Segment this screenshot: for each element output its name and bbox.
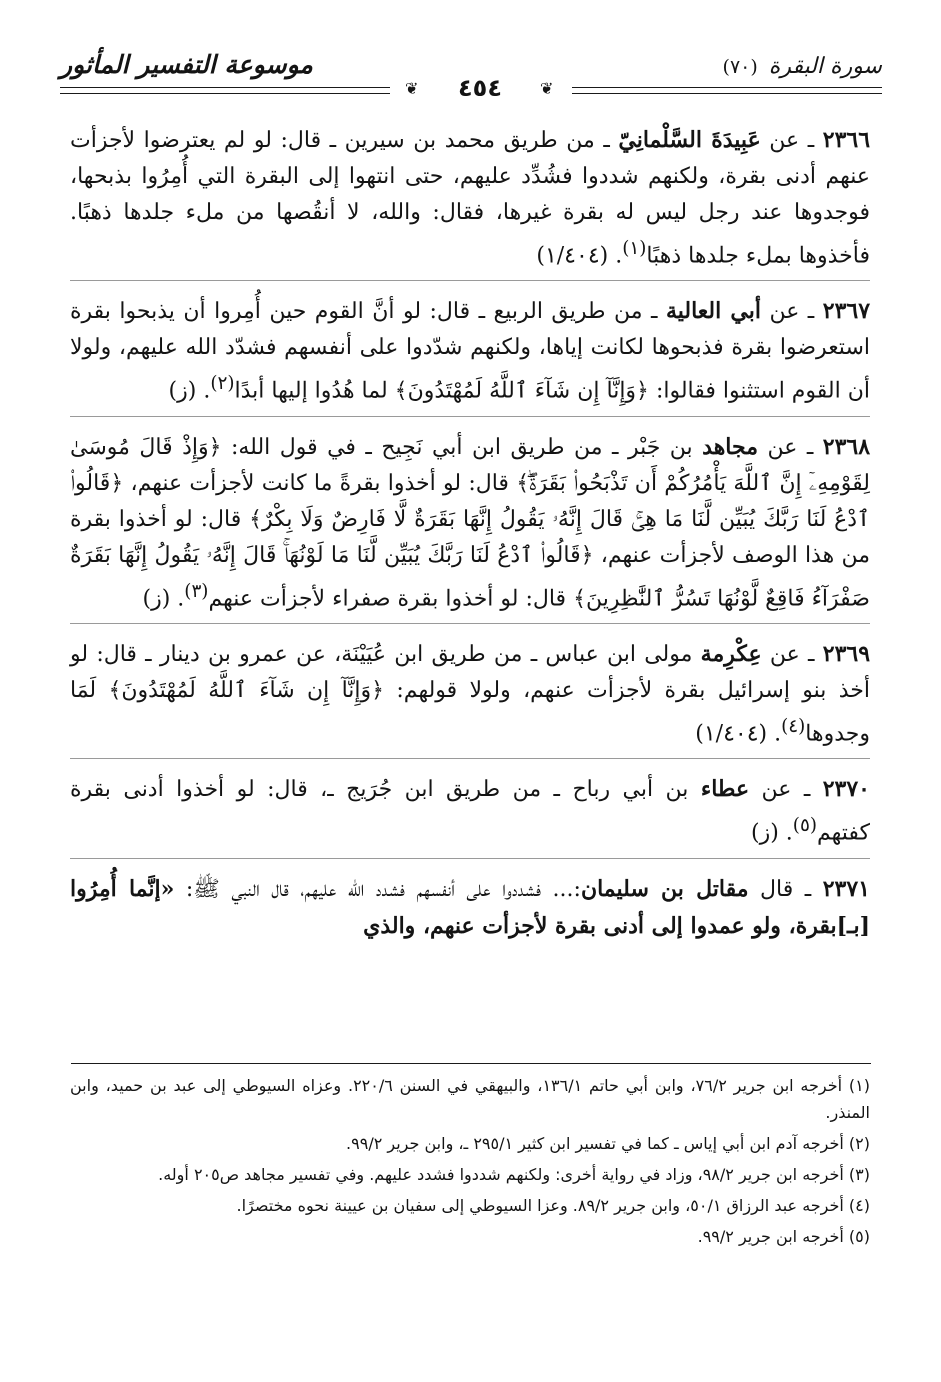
entry-number: ٢٣٦٩ — [822, 640, 871, 667]
footnote-1: (١) أخرجه ابن جرير ٧٦/٢، وابن أبي حاتم ١٣٦/١، والبيهقي في السنن ٢٢٠/٦. وعزاه السيوطي إلى عبد بن حميد، وابن المنذر. — [70, 1076, 870, 1122]
surah-heading — [723, 54, 882, 79]
reference: . (١/٤٠٤) — [695, 721, 782, 747]
main-text — [70, 122, 870, 951]
entry-intro: ـ عن — [769, 641, 815, 667]
entry-intro: ـ قال — [760, 876, 812, 902]
entry-2370 — [70, 771, 870, 851]
running-header — [60, 44, 882, 108]
entry-text: بن أبي رباح ـ من طريق ابن جُرَيج ـ، قال: لو أخذوا أدنى بقرة كفتهم — [70, 777, 870, 846]
footnote-2: (٢) أخرجه آدم ابن أبي إياس ـ كما في تفسير ابن كثير ٢٩٥/١ ـ، وابن جرير ٩٩/٢. — [346, 1134, 870, 1153]
footnote-3: (٣) أخرجه ابن جرير ٩٨/٢، وزاد في رواية أخرى: ولكنهم شددوا فشدد عليهم. وفي تفسير مجاهد ص٢٠٥ أوله. — [158, 1165, 870, 1184]
footnotes — [70, 1072, 870, 1254]
narrator-name: أبي العالية — [665, 298, 761, 325]
divider — [70, 758, 870, 759]
entry-number: ٢٣٧٠ — [822, 776, 870, 803]
ornament-icon: ❦ — [540, 79, 554, 98]
reference: . (١/٤٠٤) — [536, 243, 623, 269]
entry-text: ـ من طريق محمد بن سيرين ـ قال: لو لم يعترضوا لأجزأت عنهم أدنى بقرة، ولكنهم شددوا فشُدِّد عليهم، حتى انتهوا إلى البقرة التي أُمِرُوا بذبحها، فوجدوها عند رجل ليس له بقرة غيرها، فقال: والله، لا أنقُصها من ملء جلدها ذهبًا. فأخذوها بملء جلدها ذهبًا — [70, 128, 870, 269]
entry-text: بن جَبْر ـ من طريق ابن أبي نَجِيح ـ في قول الله: ﴿وَإِذْ قَالَ مُوسَىٰ لِقَوْمِهِۦٓ إِنَّ ٱللَّهَ يَأْمُرُكُمْ أَن تَذْبَحُوا۟ بَقَرَةًۖ﴾ قال: لو أخذوا بقرةً ما كانت لأجزأت عنهم، ﴿قَالُوا۟ ٱدْعُ لَنَا رَبَّكَ يُبَيِّن لَّنَا مَا هِىَۚ قَالَ إِنَّهُۥ يَقُولُ إِنَّهَا بَقَرَةٌ لَّا فَارِضٌ وَلَا بِكْرٌ﴾ قال: لو أخذوا بقرة من هذا الوصف لأجزأت عنهم، ﴿قَالُوا۟ ٱدْعُ لَنَا رَبَّكَ يُبَيِّن لَّنَا مَا لَوْنُهَاۚ قَالَ إِنَّهُۥ يَقُولُ إِنَّهَا بَقَرَةٌ صَفْرَآءُ فَاقِعٌ لَّوْنُهَا تَسُرُّ ٱلنَّٰظِرِينَ﴾ قال: لو أخذوا بقرة صفراء لأجزأت عنهم — [70, 434, 870, 611]
entry-number: ٢٣٦٧ — [822, 298, 871, 325]
entry-2371 — [70, 871, 870, 945]
narrator-name: عِكْرِمة — [700, 640, 762, 667]
entry-number: ٢٣٧١ — [822, 875, 870, 902]
entry-intro: ـ عن — [767, 434, 814, 460]
reference: . (ز) — [751, 820, 793, 846]
entry-number: ٢٣٦٦ — [822, 127, 871, 153]
divider — [70, 280, 870, 281]
narrator-name: عَبِيدَةَ السَّلْمانِيّ — [618, 127, 761, 153]
narrator-name: عطاء — [700, 776, 750, 803]
page-number: ٤٥٤ — [458, 74, 502, 102]
footnote-marker[interactable]: (٥) — [792, 815, 817, 837]
footnote-marker[interactable]: (١) — [622, 238, 647, 259]
divider — [70, 416, 870, 417]
entry-2368 — [70, 429, 870, 617]
entry-intro: ـ عن — [769, 128, 815, 153]
book-title: موسوعة التفسير المأثور — [60, 50, 313, 79]
ornament-icon: ❦ — [405, 79, 419, 98]
entry-intro: ـ عن — [761, 777, 811, 803]
footnote-5: (٥) أخرجه ابن جرير ٩٩/٢. — [697, 1227, 870, 1246]
entry-text: ـ من طريق الربيع ـ قال: لو أنَّ القوم حين أُمِروا أن يذبحوا بقرة استعرضوا بقرة فذبحوها لكانت إياها، ولكنهم شدّدوا على أنفسهم فشدّد الله عليهم، ولولا أن القوم استثنوا فقالوا: ﴿وَإِنَّآ إِن شَآءَ ٱللَّهُ لَمُهْتَدُونَ﴾ لما هُدُوا إليها أبدًا — [70, 299, 870, 404]
entry-number: ٢٣٦٨ — [822, 433, 871, 460]
reference: . (ز) — [168, 378, 211, 404]
divider — [70, 858, 870, 859]
narrator-name: مجاهد — [702, 433, 758, 460]
footnote-4: (٤) أخرجه عبد الرزاق ٥٠/١، وابن جرير ٨٩/٢. وعزا السيوطي إلى سفيان بن عيينة نحوه مختصرًا. — [236, 1196, 870, 1215]
header-rule-right — [572, 87, 882, 94]
footnote-rule — [71, 1063, 871, 1064]
entry-2367 — [70, 293, 870, 409]
footnote-marker[interactable]: (٣) — [184, 580, 209, 602]
divider — [70, 623, 870, 624]
header-rule-left — [60, 87, 390, 94]
hadith-quote: «إنَّما أُمِرُوا [بـ]بقرة، ولو عمدوا إلى أدنى بقرة لأجزأت عنهم، والذي — [70, 875, 870, 939]
entry-text: مولى ابن عباس ـ من طريق ابن عُيَيْنَة، عن عمرو بن دينار ـ قال: لو أخذ بنو إسرائيل بقرة لأجزأت عنهم، ولولا قولهم: ﴿وَإِنَّآ إِن شَآءَ ٱللَّهُ لَمُهْتَدُونَ﴾ لَمَا وجدوها — [70, 641, 870, 747]
entry-2369 — [70, 636, 870, 752]
footnote-marker[interactable]: (٢) — [210, 373, 235, 395]
entry-intro: ـ عن — [769, 299, 815, 325]
surah-name: سورة البقرة — [768, 54, 882, 79]
reference: . (ز) — [142, 585, 185, 611]
verse-number: (٧٠) — [722, 56, 758, 78]
footnote-marker[interactable]: (٤) — [781, 715, 806, 737]
entry-text: :... فشددوا على أنفسهم فشدد الله عليهم، قال النبي ﷺ: — [185, 876, 581, 902]
entry-2366 — [70, 122, 870, 274]
narrator-name: مقاتل بن سليمان — [580, 875, 749, 902]
